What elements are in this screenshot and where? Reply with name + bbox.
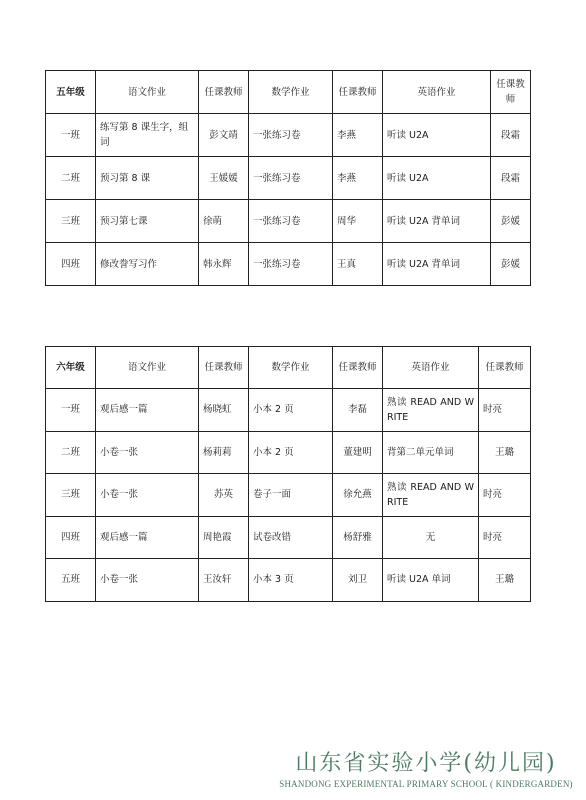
teacher-cell: 段霜 xyxy=(491,114,531,157)
class-cell: 四班 xyxy=(46,243,96,286)
table-header-row xyxy=(46,347,531,389)
teacher-cell: 段霜 xyxy=(491,157,531,200)
class-cell: 四班 xyxy=(46,516,96,559)
table-row xyxy=(46,559,531,602)
teacher-cell: 王真 xyxy=(333,243,383,286)
class-cell: 二班 xyxy=(46,431,96,474)
chinese-homework-cell: 预习第七课 xyxy=(96,200,199,243)
english-homework-cell: 听读 U2A 单词 xyxy=(383,559,479,602)
teacher-cell: 刘卫 xyxy=(333,559,383,602)
header-cell: 英语作业 xyxy=(383,347,479,389)
school-logo xyxy=(276,750,576,790)
math-homework-cell: 试卷改错 xyxy=(249,516,333,559)
teacher-cell: 董建明 xyxy=(333,431,383,474)
header-cell: 数学作业 xyxy=(249,71,333,114)
header-cell: 任课教师 xyxy=(199,71,249,114)
teacher-cell: 苏英 xyxy=(199,474,249,517)
teacher-cell: 李燕 xyxy=(333,157,383,200)
table-row xyxy=(46,431,531,474)
school-logo-english-name: SHANDONG EXPERIMENTAL PRIMARY SCHOOL ( KINDERGARDEN) xyxy=(279,779,573,789)
math-homework-cell: 小本 2 页 xyxy=(249,389,333,432)
header-cell: 英语作业 xyxy=(383,71,491,114)
header-cell: 语文作业 xyxy=(96,71,199,114)
table-row xyxy=(46,157,531,200)
chinese-homework-cell: 练写第 8 课生字，组词 xyxy=(96,114,199,157)
table-header-row xyxy=(46,71,531,114)
header-cell: 任课教师 xyxy=(199,347,249,389)
header-cell: 语文作业 xyxy=(96,347,199,389)
teacher-cell: 彭媛 xyxy=(491,243,531,286)
teacher-cell: 时亮 xyxy=(479,389,531,432)
chinese-homework-cell: 观后感一篇 xyxy=(96,516,199,559)
table-row xyxy=(46,243,531,286)
math-homework-cell: 小本 2 页 xyxy=(249,431,333,474)
grade5-homework-table xyxy=(45,70,531,286)
math-homework-cell: 小本 3 页 xyxy=(249,559,333,602)
chinese-homework-cell: 观后感一篇 xyxy=(96,389,199,432)
class-cell: 一班 xyxy=(46,389,96,432)
chinese-homework-cell: 小卷一张 xyxy=(96,559,199,602)
school-logo-chinese-name: 山东省实验小学(幼儿园) xyxy=(295,751,557,776)
teacher-cell: 彭媛 xyxy=(491,200,531,243)
teacher-cell: 李磊 xyxy=(333,389,383,432)
teacher-cell: 周华 xyxy=(333,200,383,243)
english-homework-cell: 听读 U2A xyxy=(383,157,491,200)
english-homework-cell: 熟读 READ AND WRITE xyxy=(383,474,479,517)
class-cell: 五班 xyxy=(46,559,96,602)
math-homework-cell: 一张练习卷 xyxy=(249,157,333,200)
class-cell: 二班 xyxy=(46,157,96,200)
teacher-cell: 周艳霞 xyxy=(199,516,249,559)
english-homework-cell: 背第二单元单词 xyxy=(383,431,479,474)
teacher-cell: 时亮 xyxy=(479,516,531,559)
header-cell: 任课教师 xyxy=(479,347,531,389)
chinese-homework-cell: 小卷一张 xyxy=(96,431,199,474)
teacher-cell: 时亮 xyxy=(479,474,531,517)
header-cell: 任课教师 xyxy=(333,71,383,114)
math-homework-cell: 一张练习卷 xyxy=(249,243,333,286)
class-cell: 三班 xyxy=(46,474,96,517)
teacher-cell: 彭文靖 xyxy=(199,114,249,157)
math-homework-cell: 卷子一面 xyxy=(249,474,333,517)
teacher-cell: 王媛媛 xyxy=(199,157,249,200)
table-row xyxy=(46,389,531,432)
teacher-cell: 徐萌 xyxy=(199,200,249,243)
teacher-cell: 王璐 xyxy=(479,559,531,602)
teacher-cell: 韩永辉 xyxy=(199,243,249,286)
grade-cell: 六年级 xyxy=(46,347,96,389)
english-homework-cell: 听读 U2A 背单词 xyxy=(383,200,491,243)
table-row xyxy=(46,200,531,243)
header-cell: 数学作业 xyxy=(249,347,333,389)
header-cell: 任课教师 xyxy=(333,347,383,389)
header-cell: 任课教师 xyxy=(491,71,531,114)
table-row xyxy=(46,114,531,157)
table-row xyxy=(46,474,531,517)
teacher-cell: 王汝轩 xyxy=(199,559,249,602)
grade6-homework-table xyxy=(45,346,531,602)
grade-cell: 五年级 xyxy=(46,71,96,114)
math-homework-cell: 一张练习卷 xyxy=(249,114,333,157)
chinese-homework-cell: 预习第 8 课 xyxy=(96,157,199,200)
class-cell: 三班 xyxy=(46,200,96,243)
teacher-cell: 王璐 xyxy=(479,431,531,474)
teacher-cell: 李燕 xyxy=(333,114,383,157)
chinese-homework-cell: 修改誊写习作 xyxy=(96,243,199,286)
english-homework-cell: 听读 U2A xyxy=(383,114,491,157)
math-homework-cell: 一张练习卷 xyxy=(249,200,333,243)
teacher-cell: 杨晓虹 xyxy=(199,389,249,432)
chinese-homework-cell: 小卷一张 xyxy=(96,474,199,517)
teacher-cell: 杨莉莉 xyxy=(199,431,249,474)
teacher-cell: 杨舒雅 xyxy=(333,516,383,559)
english-homework-cell: 熟读 READ AND WRITE xyxy=(383,389,479,432)
table-row xyxy=(46,516,531,559)
english-homework-cell: 无 xyxy=(383,516,479,559)
english-homework-cell: 听读 U2A 背单词 xyxy=(383,243,491,286)
teacher-cell: 徐允燕 xyxy=(333,474,383,517)
class-cell: 一班 xyxy=(46,114,96,157)
